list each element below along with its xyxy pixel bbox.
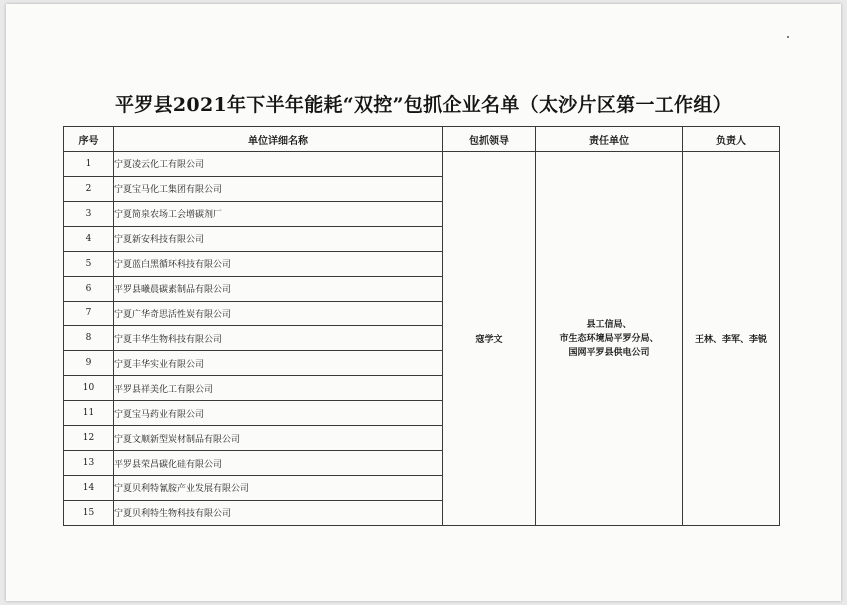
row-index: 1 (64, 152, 114, 177)
person-in-charge-cell: 王林、李军、李锐 (683, 152, 780, 526)
row-index: 3 (64, 201, 114, 226)
company-name: 宁夏丰华生物科技有限公司 (114, 326, 443, 351)
row-index: 14 (64, 475, 114, 500)
company-name: 宁夏文顺新型炭材制品有限公司 (114, 426, 443, 451)
table-row (64, 152, 780, 177)
document-title: 平罗县2021年下半年能耗“双控”包抓企业名单（太沙片区第一工作组） (115, 94, 732, 116)
company-name: 平罗县荣昌碳化硅有限公司 (114, 451, 443, 476)
header-index: 序号 (64, 127, 114, 152)
responsible-unit-line: 国网平罗县供电公司 (568, 347, 650, 358)
row-index: 15 (64, 500, 114, 525)
row-index: 4 (64, 226, 114, 251)
row-index: 12 (64, 426, 114, 451)
row-index: 9 (64, 351, 114, 376)
company-name: 平罗县曦晨碳素制品有限公司 (114, 276, 443, 301)
company-name: 宁夏凌云化工有限公司 (114, 152, 443, 177)
responsible-unit-line: 市生态环境局平罗分局、 (559, 333, 659, 344)
row-index: 11 (64, 401, 114, 426)
company-name: 宁夏丰华实业有限公司 (114, 351, 443, 376)
row-index: 6 (64, 276, 114, 301)
company-name: 宁夏贝利特氰胺产业发展有限公司 (114, 475, 443, 500)
company-name: 宁夏宝马化工集团有限公司 (114, 176, 443, 201)
table-header-row (64, 127, 780, 152)
responsible-unit-line: 县工信局、 (586, 319, 632, 330)
row-index: 5 (64, 251, 114, 276)
row-index: 10 (64, 376, 114, 401)
company-name: 平罗县祥美化工有限公司 (114, 376, 443, 401)
row-index: 7 (64, 301, 114, 326)
leader-cell: 寇学文 (443, 152, 536, 526)
company-name: 宁夏广华奇思活性炭有限公司 (114, 301, 443, 326)
header-unit: 责任单位 (536, 127, 683, 152)
company-name: 宁夏蓝白黑循环科技有限公司 (114, 251, 443, 276)
company-name: 宁夏新安科技有限公司 (114, 226, 443, 251)
row-index: 8 (64, 326, 114, 351)
company-table (63, 126, 780, 526)
header-company: 单位详细名称 (114, 127, 443, 152)
row-index: 13 (64, 451, 114, 476)
company-name: 宁夏简泉农场工会增碳剂厂 (114, 201, 443, 226)
responsible-unit-cell (536, 152, 683, 526)
scan-speck (787, 36, 789, 38)
company-name: 宁夏宝马药业有限公司 (114, 401, 443, 426)
header-person: 负责人 (683, 127, 780, 152)
row-index: 2 (64, 176, 114, 201)
company-name: 宁夏贝利特生物科技有限公司 (114, 500, 443, 525)
header-leader: 包抓领导 (443, 127, 536, 152)
